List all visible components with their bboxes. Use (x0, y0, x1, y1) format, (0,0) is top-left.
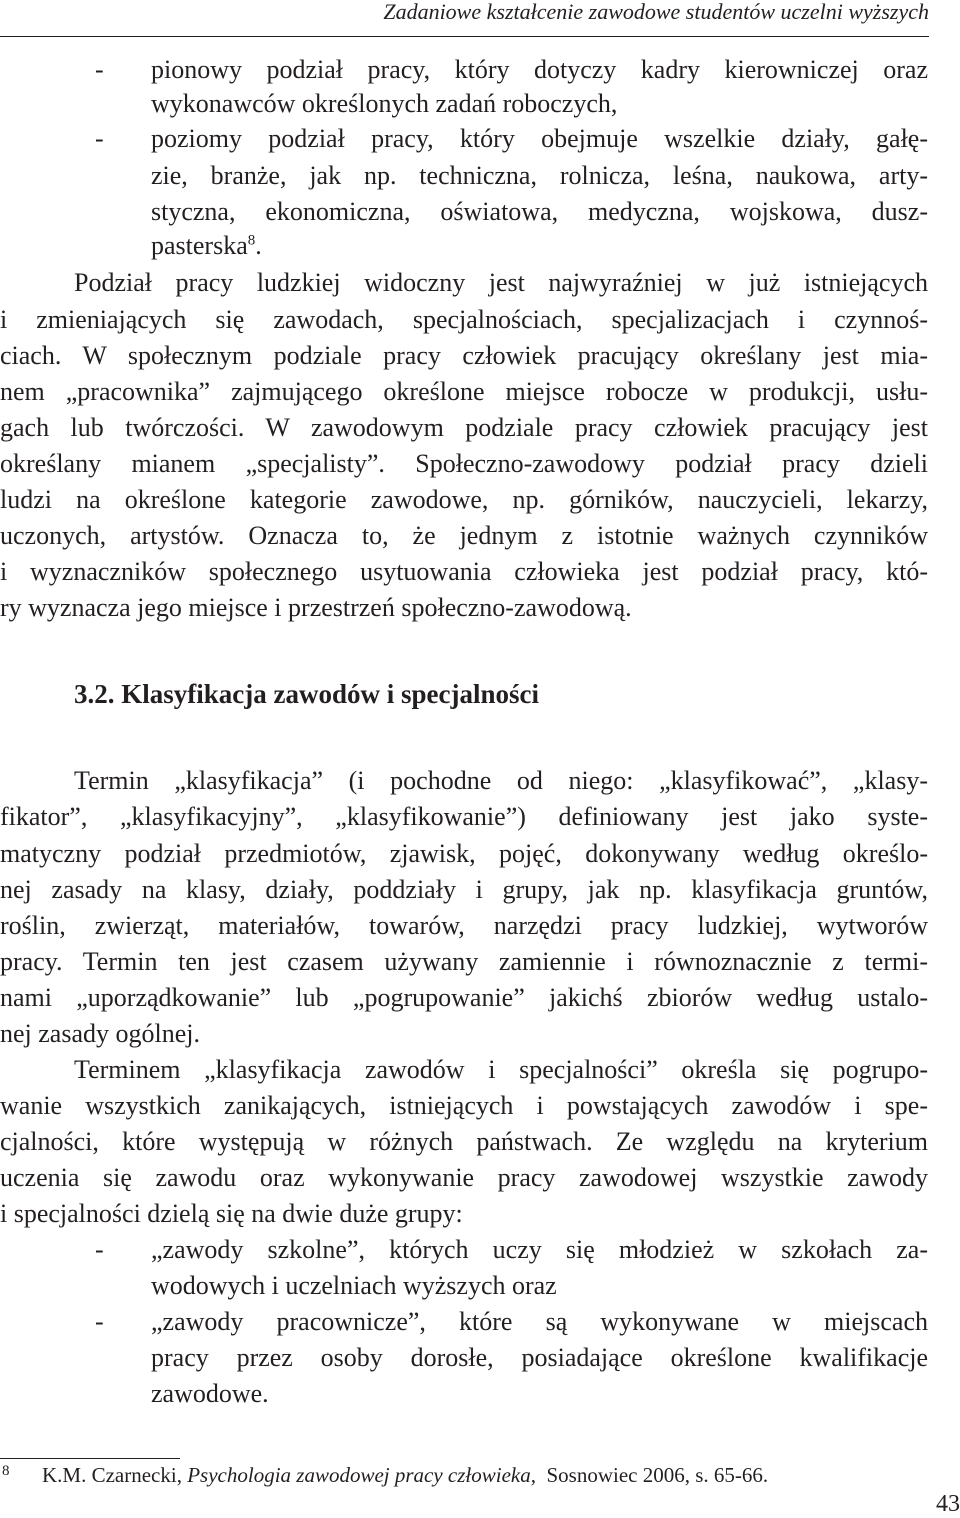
paragraph-line: ciach. W społecznym podziale pracy człowiek pracujący określany jest mia- (0, 341, 928, 370)
footnote-rest: , Sosnowiec 2006, s. 65-66. (530, 1463, 769, 1487)
paragraph-line: nami „uporządkowanie” lub „pogrupowanie” jakichś zbiorów według ustalo- (0, 983, 928, 1012)
punctuation: . (255, 231, 262, 260)
list-item-line: „zawody szkolne”, których uczy się młodzież w szkołach za- (151, 1235, 928, 1264)
list-item-line: wykonawców określonych zadań roboczych, (151, 89, 618, 118)
section-title: Klasyfikacja zawodów i specjalności (121, 679, 539, 709)
paragraph-line: Terminem „klasyfikacja zawodów i specjalności” określa się pogrupo- (74, 1055, 928, 1084)
paragraph-line: nej zasady ogólnej. (0, 1019, 200, 1048)
list-item-line: styczna, ekonomiczna, oświatowa, medyczna, wojskowa, dusz- (151, 197, 928, 226)
list-bullet: - (95, 124, 104, 153)
list-bullet: - (95, 1235, 104, 1264)
footnote-title: Psychologia zawodowej pracy człowieka (187, 1463, 531, 1487)
list-item-line: pracy przez osoby dorosłe, posiadające określone kwalifikacje (151, 1343, 928, 1372)
section-number: 3.2. (74, 679, 115, 709)
footnote-number: 8 (2, 1463, 10, 1479)
paragraph-line: nej zasady na klasy, działy, poddziały i grupy, jak np. klasyfikacja gruntów, (0, 875, 928, 904)
paragraph-line: fikator”, „klasyfikacyjny”, „klasyfikowanie”) definiowany jest jako syste- (0, 802, 928, 831)
paragraph-line: cjalności, które występują w różnych państwach. Ze względu na kryterium (0, 1127, 928, 1156)
paragraph-line: ludzi na określone kategorie zawodowe, np. górników, nauczycieli, lekarzy, (0, 485, 928, 514)
footnote-text (42, 1462, 768, 1488)
paragraph-line: określany mianem „specjalisty”. Społeczno-zawodowy podział pracy dzieli (0, 449, 928, 478)
section-heading (74, 676, 539, 712)
running-title: Zadaniowe kształcenie zawodowe studentów uczelni wyższych (383, 0, 929, 24)
list-item-line: poziomy podział pracy, który obejmuje wszelkie działy, gałę- (151, 124, 928, 153)
footnote-author: K.M. Czarnecki, (42, 1463, 182, 1487)
paragraph-line: ry wyznacza jego miejsce i przestrzeń społeczno-zawodową. (0, 593, 632, 622)
paragraph-line: uczonych, artystów. Oznacza to, że jednym z istotnie ważnych czynników (0, 521, 928, 550)
paragraph-line: uczenia się zawodu oraz wykonywanie pracy zawodowej wszystkie zawody (0, 1163, 928, 1192)
list-item-line: pionowy podział pracy, który dotyczy kadry kierowniczej oraz (151, 55, 928, 84)
page-number: 43 (936, 1491, 960, 1517)
list-item-line-last (151, 229, 262, 263)
list-bullet: - (95, 1307, 104, 1336)
paragraph-line: Podział pracy ludzkiej widoczny jest najwyraźniej w już istniejących (74, 268, 928, 297)
list-item-line: zawodowe. (151, 1379, 269, 1408)
paragraph-line: nem „pracownika” zajmującego określone miejsce robocze w produkcji, usłu- (0, 377, 928, 406)
list-bullet: - (95, 55, 104, 84)
paragraph-line: i wyznaczników społecznego usytuowania człowieka jest podział pracy, któ- (0, 557, 928, 586)
paragraph-line: Termin „klasyfikacja” (i pochodne od niego: „klasyfikować”, „klasy- (74, 766, 928, 795)
list-item-line: zie, branże, jak np. techniczna, rolnicza, leśna, naukowa, arty- (151, 161, 928, 190)
paragraph-line: gach lub twórczości. W zawodowym podziale pracy człowiek pracujący jest (0, 413, 928, 442)
paragraph-line: wanie wszystkich zanikających, istniejących i powstających zawodów i spe- (0, 1091, 928, 1120)
footnote-rule (0, 1458, 180, 1459)
paragraph-line: pracy. Termin ten jest czasem używany zamiennie i równoznacznie z termi- (0, 947, 928, 976)
paragraph-line: matyczny podział przedmiotów, zjawisk, pojęć, dokonywany według określo- (0, 839, 928, 868)
list-item-line: „zawody pracownicze”, które są wykonywane w miejscach (151, 1307, 928, 1336)
footnote-reference: 8 (247, 232, 256, 249)
paragraph-line: roślin, zwierząt, materiałów, towarów, narzędzi pracy ludzkiej, wytworów (0, 911, 928, 940)
list-item-line: wodowych i uczelniach wyższych oraz (151, 1271, 557, 1300)
list-item-text: pasterska (151, 231, 248, 260)
paragraph-line: i zmieniających się zawodach, specjalnościach, specjalizacjach i czynnoś- (0, 305, 928, 334)
paragraph-line: i specjalności dzielą się na dwie duże grupy: (0, 1199, 463, 1228)
running-header (0, 0, 929, 37)
